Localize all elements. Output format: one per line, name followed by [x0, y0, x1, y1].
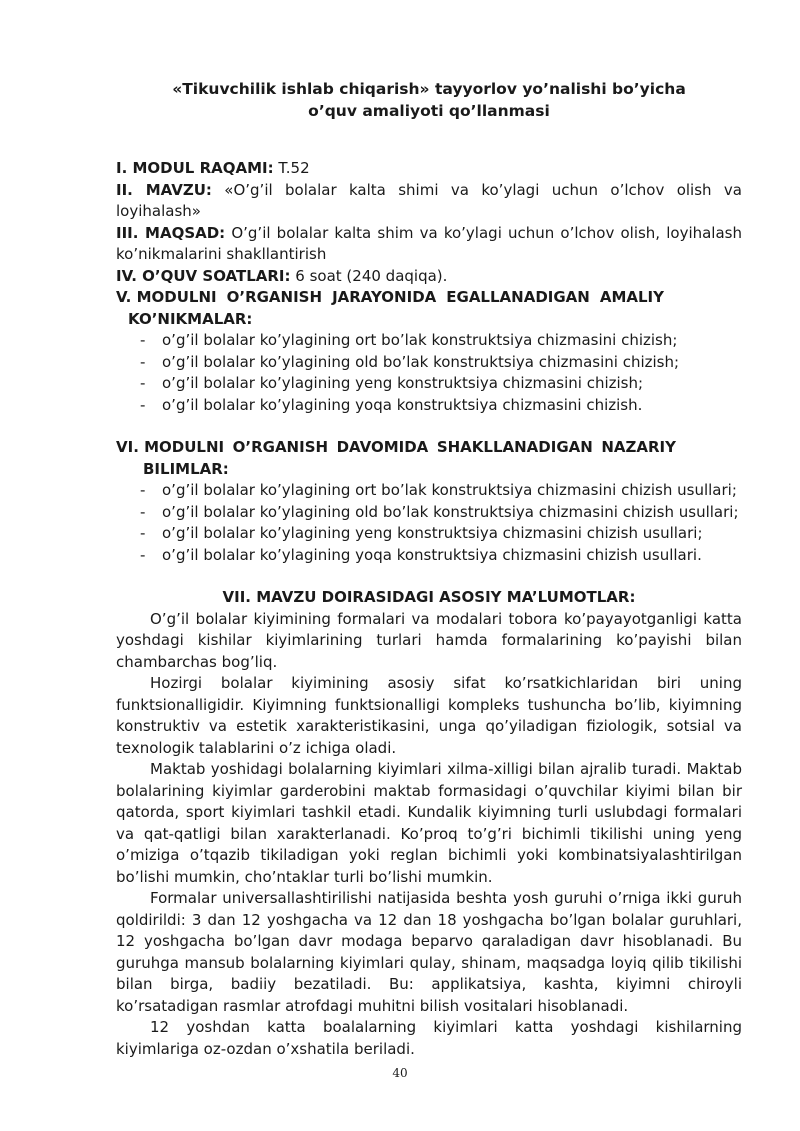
maqsad-value: O’g’il bolalar kalta shim va ko’ylagi uchun o’lchov olish, loyihalash ko’nikmalarini shakllantirish: [116, 223, 742, 263]
s6-word-4: SHAKLLANADIGAN: [436, 438, 593, 456]
mavzu-value: «O’g’il bolalar kalta shimi va ko’ylagi uchun o’lchov olish va loyihalash»: [116, 180, 742, 220]
paragraph: Maktab yoshidagi bolalarning kiyimlari xilma-xilligi bilan ajralib turadi. Maktab bolalarining kiyimlar garderobini maktab formasidagi o’quvchilar kiyimi bilan bir qatorda, sport kiyimlari tashkil etadi. Kundalik kiyimning turli uslubdagi formalari va qat-qatligi bilan xarakterlanadi. Ko’proq to’g’ri bichimli tikilishi uning yeng o’miziga o’tqazib tikiladigan yoki reglan bichimli yoki kombinatsiyalashtirilgan bo’lishi mumkin, cho’ntaklar turli bo’lishi mumkin.: [116, 760, 742, 886]
section-5-list: [116, 330, 742, 416]
list-item: - o’g’il bolalar ko’ylagining old bo’lak konstruktsiya chizmasini chizish usullari;: [140, 502, 742, 524]
section-6-heading: [116, 437, 742, 480]
paragraph: Hozirgi bolalar kiyimining asosiy sifat ko’rsatkichlaridan biri uning funktsionalligidir. Kiyimning funktsionalligi kompleks tushuncha bo’lib, kiyimning konstruktiv va estetik xarakteristikasini, unga qo’yiladigan fiziologik, sotsial va texnologik talablarini o’z ichiga oladi.: [116, 674, 742, 757]
maqsad: [116, 223, 742, 266]
s6-word-1: VI. MODULNI: [116, 438, 225, 456]
section-5-heading: [116, 287, 742, 330]
section-7-heading: VII. MAVZU DOIRASIDAGI ASOSIY MA’LUMOTLAR:: [222, 588, 636, 606]
list-item: - o’g’il bolalar ko’ylagining yeng konstruktsiya chizmasini chizish usullari;: [140, 523, 742, 545]
section-6-list: [116, 480, 742, 566]
list-item: - o’g’il bolalar ko’ylagining ort bo’lak konstruktsiya chizmasini chizish usullari;: [140, 480, 742, 502]
document-page: [116, 78, 742, 1060]
oquv-soatlari: [116, 266, 742, 288]
s5-word-1: V. MODULNI: [116, 288, 217, 306]
list-item: - o’g’il bolalar ko’ylagining yoqa konstruktsiya chizmasini chizish.: [140, 395, 742, 417]
title-line-1: «Tikuvchilik ishlab chiqarish» tayyorlov yo’nalishi bo’yicha: [172, 80, 686, 98]
paragraph: Formalar universallashtirilishi natijasida beshta yosh guruhi o’rniga ikki guruh qoldirildi: 3 dan 12 yoshgacha va 12 dan 18 yoshgacha bo’lgan bolalar guruhlari, 12 yoshgacha bo’lgan davr modaga beparvo qaraladigan davr hisoblanadi. Bu guruhga mansub bolalarning kiyimlari qulay, shinam, maqsadga loyiq qilib tikilishi bilan birga, badiiy bezatiladi. Bu: applikatsiya, kashta, kiyimni chiroyli ko’rsatadigan rasmlar atrofdagi muhitni bilish vositalari hisoblanadi.: [116, 889, 742, 1015]
title-line-2: o’quv amaliyoti qo’llanmasi: [308, 102, 550, 120]
s6-heading-cont: BILIMLAR:: [143, 459, 229, 478]
s6-word-3: DAVOMIDA: [336, 438, 429, 456]
mavzu: [116, 180, 742, 223]
s6-word-5: NAZARIY: [601, 438, 676, 456]
paragraph: 12 yoshdan katta boalalarning kiyimlari katta yoshdagi kishilarning kiyimlariga oz-ozdan o’xshatila beriladi.: [116, 1018, 742, 1058]
s5-word-4: EGALLANADIGAN: [446, 288, 590, 306]
list-item: - o’g’il bolalar ko’ylagining yeng konstruktsiya chizmasini chizish;: [140, 373, 742, 395]
s6-word-2: O’RGANISH: [232, 438, 329, 456]
document-title: [116, 78, 742, 122]
soat-value: 6 soat (240 daqiqa).: [290, 266, 448, 285]
modul-value: T.52: [273, 159, 310, 177]
s5-word-2: O’RGANISH: [226, 288, 323, 306]
s5-word-3: JARAYONIDA: [332, 288, 437, 306]
list-item: - o’g’il bolalar ko’ylagining ort bo’lak konstruktsiya chizmasini chizish;: [140, 330, 742, 352]
s5-heading-cont: KO’NIKMALAR:: [128, 309, 253, 328]
paragraph: O’g’il bolalar kiyimining formalari va modalari tobora ko’payayotganligi katta yoshdagi kishilar kiyimlarining turlari hamda formalarining ko’payishi bilan chambarchas bog’liq.: [116, 609, 742, 671]
modul-label: I. MODUL RAQAMI:: [116, 159, 274, 177]
maqsad-label: III. MAQSAD:: [116, 223, 226, 242]
soat-label: IV. O’QUV SOATLARI:: [116, 266, 291, 285]
page-number: 40: [392, 1066, 408, 1080]
s5-word-5: AMALIY: [599, 288, 664, 306]
modul-raqami: [116, 158, 742, 180]
list-item: - o’g’il bolalar ko’ylagining old bo’lak konstruktsiya chizmasini chizish;: [140, 352, 742, 374]
list-item: - o’g’il bolalar ko’ylagining yoqa konstruktsiya chizmasini chizish usullari.: [140, 545, 742, 567]
mavzu-label: II. MAVZU:: [116, 180, 212, 199]
